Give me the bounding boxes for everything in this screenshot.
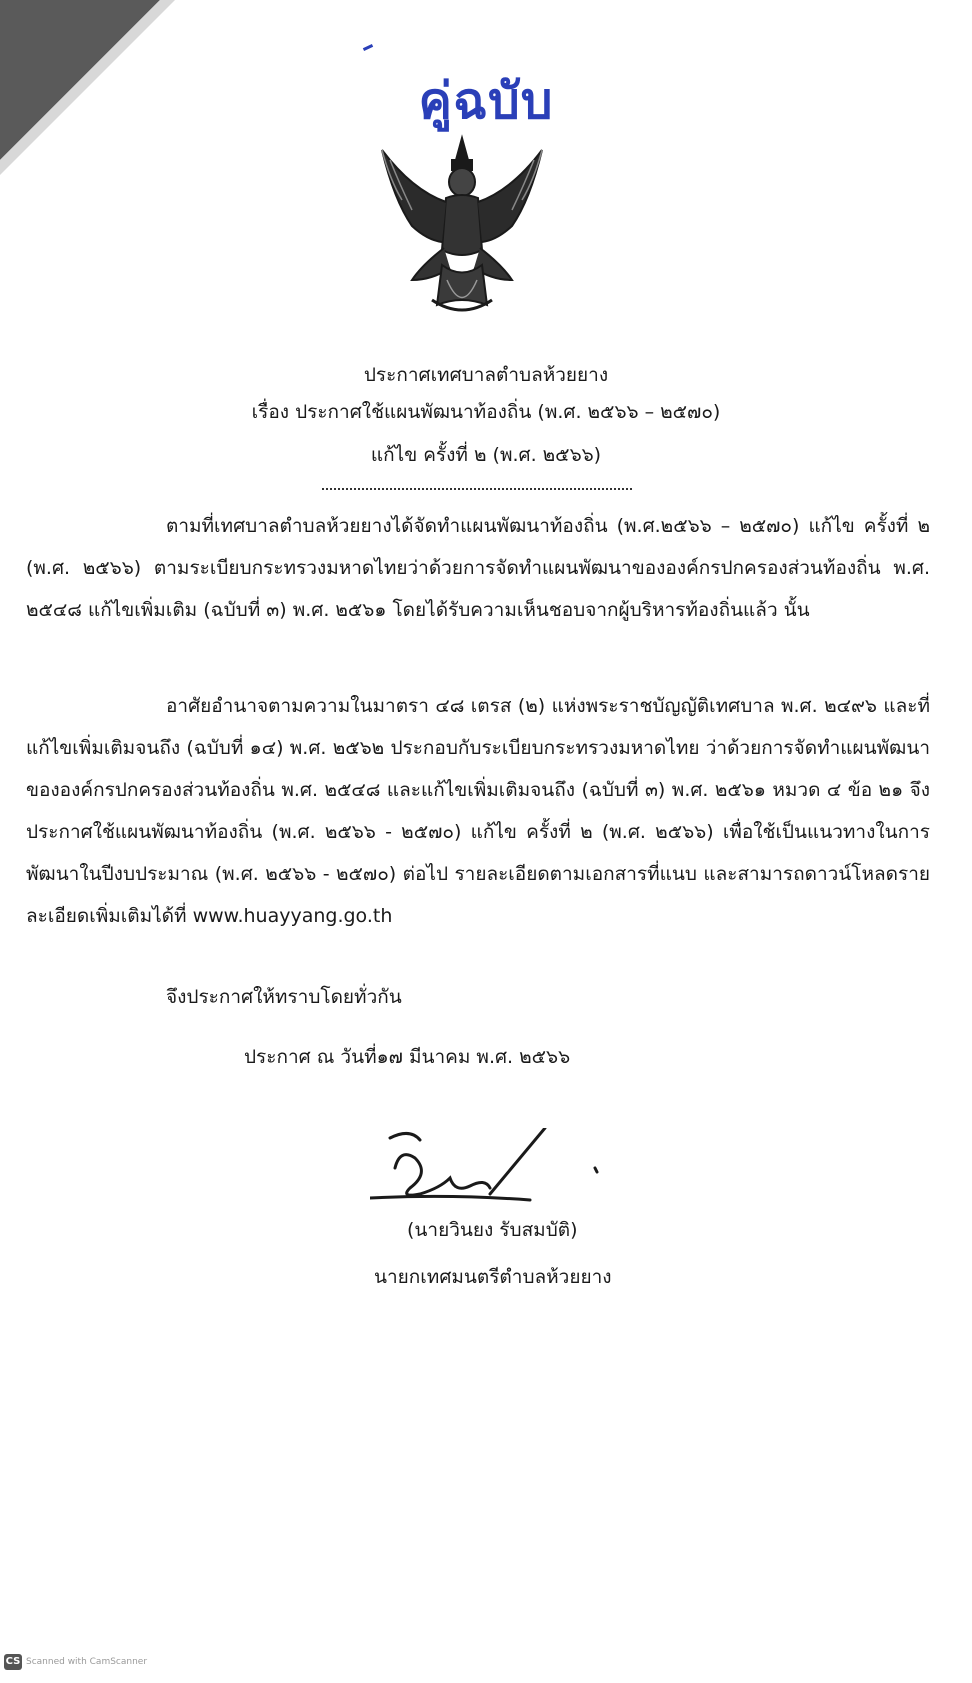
copy-stamp: คู่ฉบับ bbox=[418, 71, 554, 130]
body-paragraph-1: ตามที่เทศบาลตำบลห้วยยางได้จัดทำแผนพัฒนาท้องถิ่น (พ.ศ.๒๕๖๖ – ๒๕๗๐) แก้ไข ครั้งที่ ๒ (พ.ศ. ๒๕๖๖) ตามระเบียบกระทรวงมหาดไทยว่าด้วยการจัดทำแผนพัฒนาขององค์กรปกครองส่วนท้องถิ่น พ.ศ. ๒๕๔๘ แก้ไขเพิ่มเติม (ฉบับที่ ๓) พ.ศ. ๒๕๖๑ โดยได้รับความเห็นชอบจากผู้บริหารท้องถิ่นแล้ว นั้น bbox=[26, 515, 930, 621]
announcement-date: ประกาศ ณ วันที่๑๗ มีนาคม พ.ศ. ๒๕๖๖ bbox=[244, 1046, 571, 1068]
camscanner-logo-icon: CS bbox=[4, 1654, 22, 1670]
announcement-title: ประกาศเทศบาลตำบลห้วยยาง bbox=[363, 364, 609, 386]
signer-title: นายกเทศมนตรีตำบลห้วยยาง bbox=[374, 1266, 612, 1288]
body-paragraph-2: อาศัยอำนาจตามความในมาตรา ๔๘ เตรส (๒) แห่งพระราชบัญญัติเทศบาล พ.ศ. ๒๔๙๖ และที่แก้ไขเพิ่มเติมจนถึง (ฉบับที่ ๑๔) พ.ศ. ๒๕๖๒ ประกอบกับระเบียบกระทรวงมหาดไทย ว่าด้วยการจัดทำแผนพัฒนาขององค์กรปกครองส่วนท้องถิ่น พ.ศ. ๒๕๔๘ และแก้ไขเพิ่มเติมจนถึง (ฉบับที่ ๓) พ.ศ. ๒๕๖๑ หมวด ๔ ข้อ ๒๑ จึงประกาศใช้แผนพัฒนาท้องถิ่น (พ.ศ. ๒๕๖๖ - ๒๕๗๐) แก้ไข ครั้งที่ ๒ (พ.ศ. ๒๕๖๖) เพื่อใช้เป็นแนวทางในการพัฒนาในปีงบประมาณ (พ.ศ. ๒๕๖๖ - ๒๕๗๐) ต่อไป รายละเอียดตามเอกสารที่แนบ และสามารถดาวน์โหลดรายละเอียดเพิ่มเติมได้ที่ www.huayyang.go.th bbox=[26, 695, 930, 927]
garuda-emblem bbox=[372, 130, 552, 320]
dotted-divider bbox=[322, 488, 632, 490]
announcement-revision: แก้ไข ครั้งที่ ๒ (พ.ศ. ๒๕๖๖) bbox=[370, 444, 602, 466]
scanner-watermark-text: Scanned with CamScanner bbox=[26, 1657, 148, 1667]
closing-statement: จึงประกาศให้ทราบโดยทั่วกัน bbox=[166, 986, 402, 1008]
scanner-watermark bbox=[4, 1654, 147, 1670]
announcement-subject: เรื่อง ประกาศใช้แผนพัฒนาท้องถิ่น (พ.ศ. ๒๕๖๖ – ๒๕๗๐) bbox=[251, 401, 721, 423]
stamp-mark bbox=[363, 44, 373, 51]
signer-name: (นายวินยง รับสมบัติ) bbox=[407, 1219, 578, 1241]
